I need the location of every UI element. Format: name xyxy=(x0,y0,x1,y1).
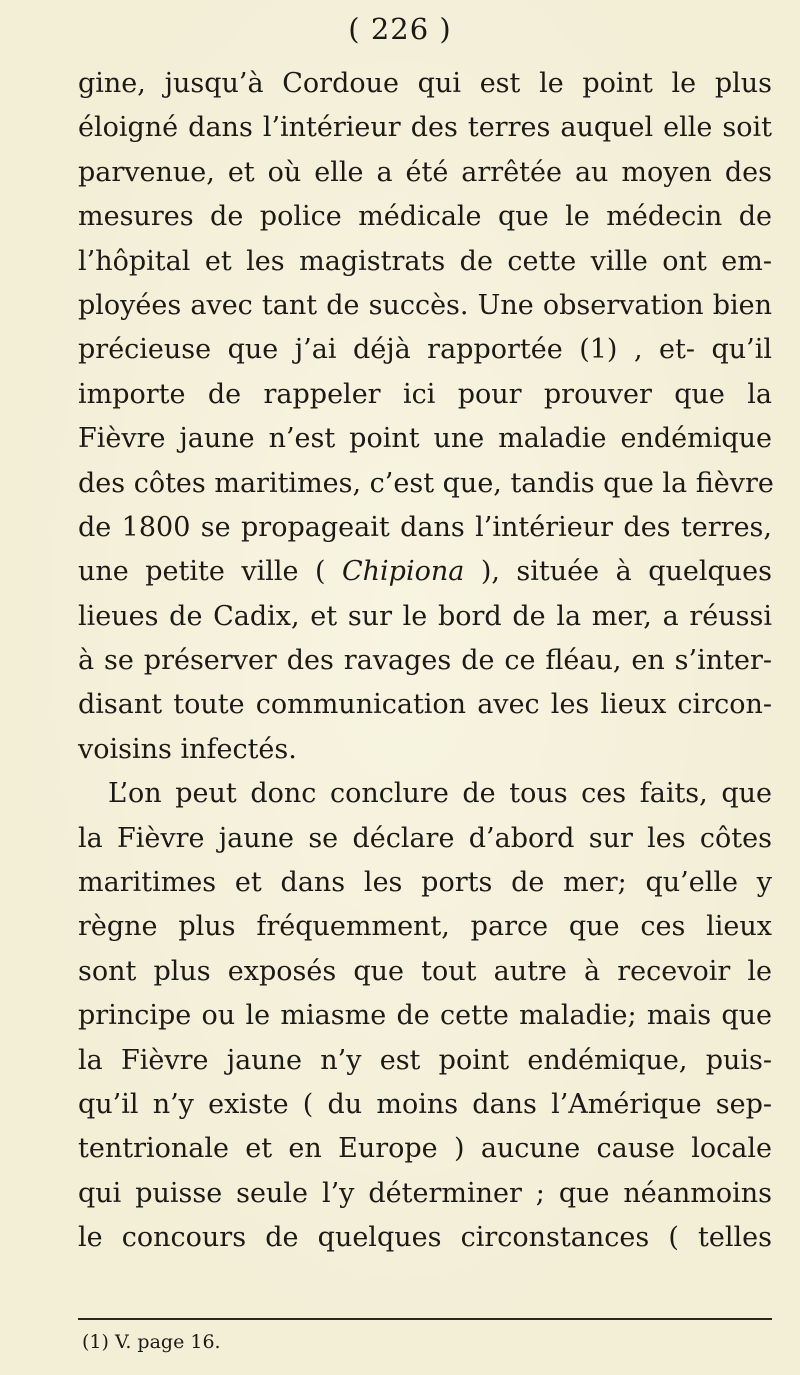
text-line: lieues de Cadix, et sur le bord de la mer, a réussi xyxy=(78,600,772,632)
paragraph-first-line: L’on peut donc conclure de tous ces faits, que xyxy=(108,778,772,810)
text-line: parvenue, et où elle a été arrêtée au moyen des xyxy=(78,156,772,188)
text-line: à se préserver des ravages de ce fléau, en s’inter- xyxy=(78,645,772,677)
text-line: maritimes et dans les ports de mer; qu’elle y xyxy=(78,867,772,899)
text-line: éloigné dans l’intérieur des terres auquel elle soit xyxy=(78,112,772,144)
text-line: Fièvre jaune n’est point une maladie endémique xyxy=(78,423,772,455)
footnote-divider xyxy=(78,1318,772,1320)
paragraph-last-line: voisins infectés. xyxy=(78,733,297,765)
page-number: ( 226 ) xyxy=(348,12,452,46)
text-line: qui puisse seule l’y déterminer ; que néanmoins xyxy=(78,1177,772,1209)
text-line: règne plus fréquemment, parce que ces lieux xyxy=(78,911,772,943)
text-line: importe de rappeler ici pour prouver que la xyxy=(78,378,772,410)
text-line: mesures de police médicale que le médecin de xyxy=(78,201,772,233)
text-line: ployées avec tant de succès. Une observation bien xyxy=(78,289,772,321)
text-line: principe ou le miasme de cette maladie; mais que xyxy=(78,1000,772,1032)
text-line: sont plus exposés que tout autre à recevoir le xyxy=(78,955,772,987)
place-name-italic: Chipiona xyxy=(341,556,465,588)
text-line: gine, jusqu’à Cordoue qui est le point le plus xyxy=(78,68,772,99)
text-fragment: ), située à quelques xyxy=(464,556,772,588)
text-line: tentrionale et en Europe ) aucune cause locale xyxy=(78,1133,772,1165)
text-line: de 1800 se propageait dans l’intérieur des terres, xyxy=(78,511,772,543)
text-line: qu’il n’y existe ( du moins dans l’Amérique sep- xyxy=(78,1088,772,1120)
footnote: (1) V. page 16. xyxy=(82,1331,221,1353)
text-line: le concours de quelques circonstances ( telles xyxy=(78,1222,772,1254)
text-line: l’hôpital et les magistrats de cette ville ont em- xyxy=(78,245,772,277)
text-line: des côtes maritimes, c’est que, tandis que la fièvre xyxy=(78,467,774,499)
text-fragment: une petite ville ( xyxy=(78,556,342,588)
text-line-with-italic xyxy=(78,550,772,594)
text-line: la Fièvre jaune se déclare d’abord sur les côtes xyxy=(78,822,772,854)
text-line: disant toute communication avec les lieux circon- xyxy=(78,689,772,721)
body-text xyxy=(78,62,772,1261)
text-line: précieuse que j’ai déjà rapportée (1) , et- qu’il xyxy=(78,334,772,366)
text-line: la Fièvre jaune n’y est point endémique, puis- xyxy=(78,1044,772,1076)
